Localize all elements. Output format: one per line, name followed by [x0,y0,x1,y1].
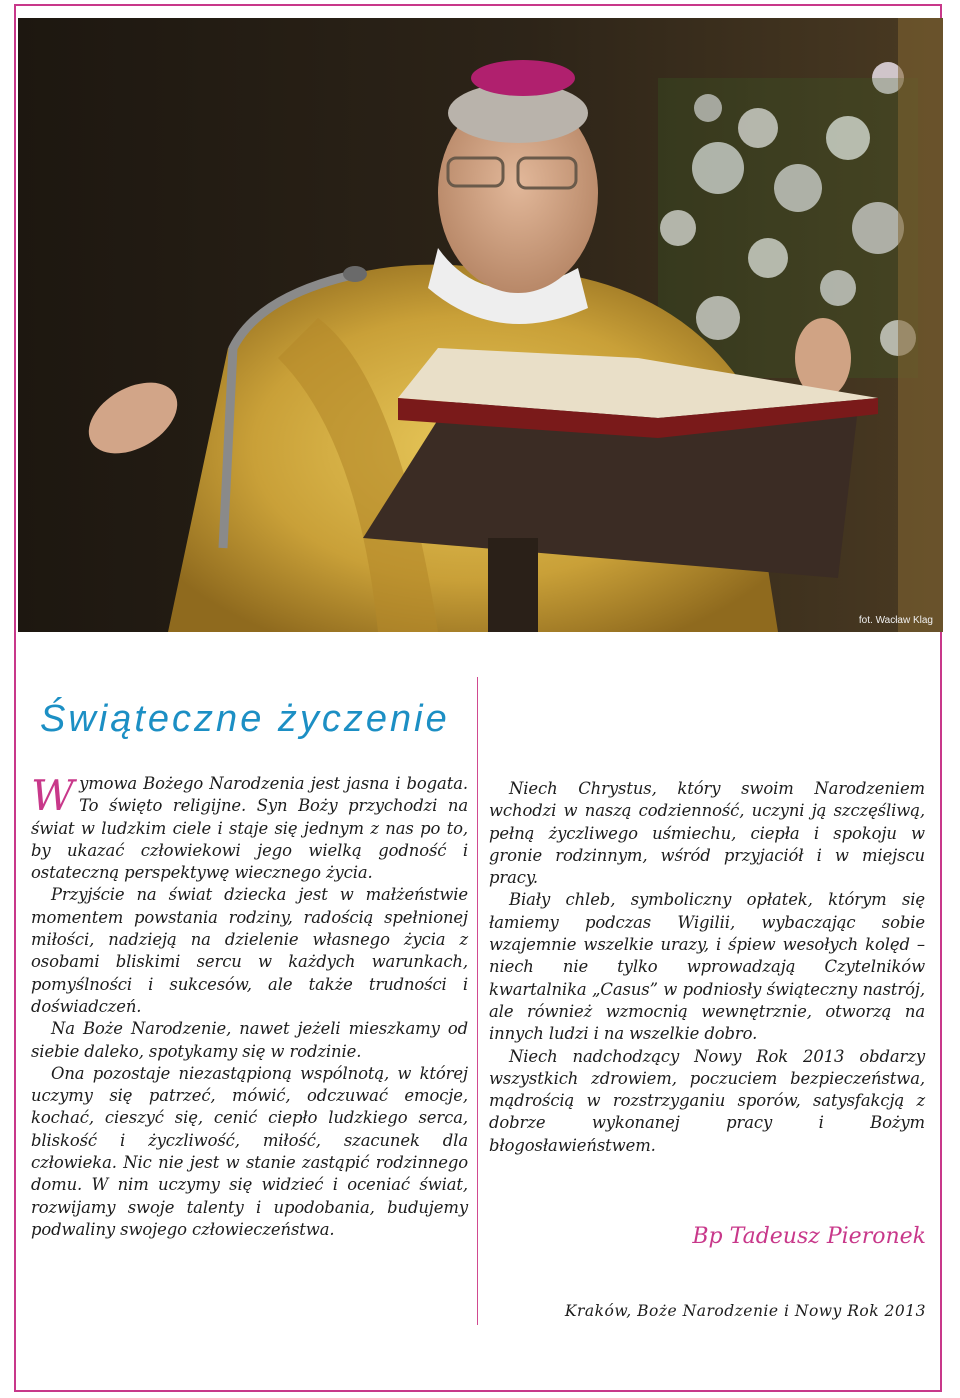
paragraph: Biały chleb, symboliczny opłatek, którym się łamiemy podczas Wigilii, wybaczając sobie wzajemnie wszelkie urazy, i śpiew wesołych kolęd – niech nie tylko wprowadzają Czytelników kwartalnika „Casus” w podniosły świąteczny nastrój, ale również wzmocnią wewnętrznie, otworzą na innych ludzi i na wszelkie dobro. [489,890,925,1044]
left-column [31,773,468,1241]
author-signature: Bp Tadeusz Pieronek [692,1224,926,1249]
page-title: Świąteczne życzenie [40,698,450,740]
paragraph: Przyjście na świat dziecka jest w małżeństwie momentem powstania rodziny, radością spełnionej miłości, nadzieją na dzielenie własnego życia z osobami bliskimi sercu w każdych warunkach, pomyślności i sukcesów, ale także trudności i doświadczeń. [31,885,468,1016]
paragraph: Niech nadchodzący Nowy Rok 2013 obdarzy wszystkich zdrowiem, poczuciem bezpieczeństwa, mądrością w rozstrzyganiu sporów, satysfakcją z dobrze wykonanej pracy i Bożym błogosławieństwem. [489,1046,925,1155]
paragraph: ymowa Bożego Narodzenia jest jasna i bogata. To święto religijne. Syn Boży przychodzi na świat w ludzkim ciele i staje się jednym z nas po to, by ukazać człowiekowi jego wielką godność i ostateczną perspektywę wiecznego życia. [31,774,468,883]
column-divider [477,677,478,1325]
drop-cap: W [31,771,75,820]
paragraph: Na Boże Narodzenie, nawet jeżeli mieszkamy od siebie daleko, spotykamy się w rodzinie. [31,1019,468,1061]
photo-credit: fot. Wacław Klag [858,615,933,626]
paragraph: Ona pozostaje niezastąpioną wspólnotą, w której uczymy się patrzeć, mówić, odczuwać emocje, kochać, cieszyć się, cenić ciepło ludzkiego serca, bliskość i życzliwość, miłość, szacunek dla człowieka. Nic nie jest w stanie zastąpić rodzinnego domu. W nim uczymy się widzieć i oceniać świat, rozwijamy swoje talenty i upodobania, budujemy podwaliny swojego człowieczeństwa. [31,1063,468,1239]
paragraph: Niech Chrystus, który swoim Narodzeniem wchodzi w naszą codzienność, uczyni ją szczęśliwą, pełną życzliwego uśmiechu, ciepła i spokoju w gronie rodzinnym, wśród przyjaciół i w miejscu pracy. [489,779,925,888]
bishop-reading-photo [18,18,943,632]
right-column [489,778,925,1157]
place-date: Kraków, Boże Narodzenie i Nowy Rok 2013 [564,1302,926,1320]
photo-illustration [18,18,943,632]
